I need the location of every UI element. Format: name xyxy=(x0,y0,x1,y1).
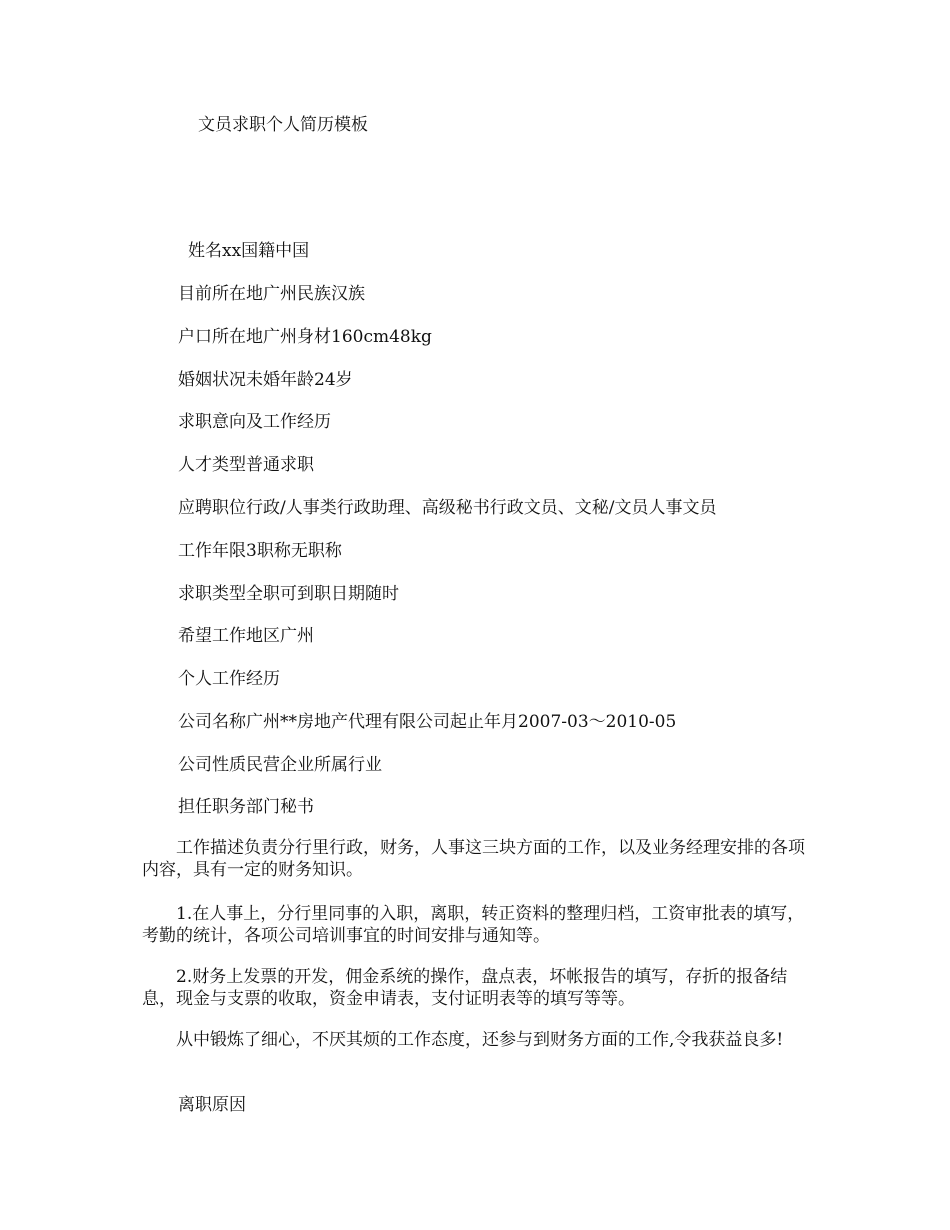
info-positions: 应聘职位行政/人事类行政助理、高级秘书行政文员、文秘/文员人事文员 xyxy=(178,498,717,518)
info-position-department: 担任职务部门秘书 xyxy=(178,797,314,817)
section-heading-leaving-reason: 离职原因 xyxy=(178,1095,246,1115)
info-company-period: 公司名称广州**房地产代理有限公司起止年月2007-03～2010-05 xyxy=(178,712,677,732)
paragraph-finance-duties: 2.财务上发票的开发，佣金系统的操作，盘点表，坏帐报告的填写，存折的报备结息，现金与支票的收取，资金申请表，支付证明表等的填写等等。 xyxy=(142,967,788,1009)
info-name-nationality: 姓名xx国籍中国 xyxy=(188,241,310,261)
info-location-ethnicity: 目前所在地广州民族汉族 xyxy=(178,284,365,304)
info-company-nature: 公司性质民营企业所属行业 xyxy=(178,755,382,775)
info-job-type-start: 求职类型全职可到职日期随时 xyxy=(178,584,399,604)
section-heading-experience: 个人工作经历 xyxy=(178,669,280,689)
info-desired-region: 希望工作地区广州 xyxy=(178,626,314,646)
info-marital-age: 婚姻状况未婚年龄24岁 xyxy=(178,370,353,390)
paragraph-job-description: 工作描述负责分行里行政，财务，人事这三块方面的工作，以及业务经理安排的各项内容，具有一定的财务知识。 xyxy=(142,838,805,880)
info-hukou-body: 户口所在地广州身材160cm48kg xyxy=(178,327,432,347)
document-title: 文员求职个人简历模板 xyxy=(198,115,368,135)
info-talent-type: 人才类型普通求职 xyxy=(178,455,314,475)
paragraph-gains: 从中锻炼了细心，不厌其烦的工作态度，还参与到财务方面的工作,令我获益良多! xyxy=(176,1030,784,1050)
section-heading-job-intent: 求职意向及工作经历 xyxy=(178,412,331,432)
paragraph-hr-duties: 1.在人事上，分行里同事的入职，离职，转正资料的整理归档，工资审批表的填写，考勤的统计，各项公司培训事宜的时间安排与通知等。 xyxy=(142,904,805,946)
info-years-title: 工作年限3职称无职称 xyxy=(178,541,342,561)
